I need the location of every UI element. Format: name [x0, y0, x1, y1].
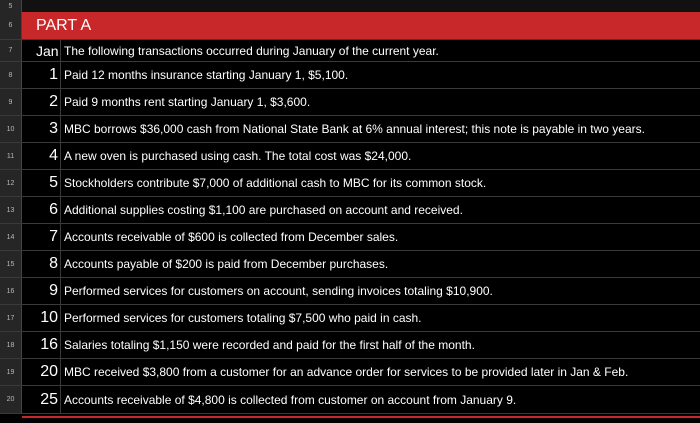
transaction-row [0, 62, 700, 89]
transaction-row [0, 89, 700, 116]
selection-border [22, 416, 700, 418]
description-cell[interactable]: MBC received $3,800 from a customer for an advance order for services to be provided later in Jan & Feb. [60, 359, 700, 385]
description-cell[interactable]: Performed services for customers on account, sending invoices totaling $10,900. [60, 278, 700, 304]
day-cell[interactable]: 1 [49, 66, 58, 83]
month-cell[interactable]: Jan [36, 42, 59, 59]
transaction-row [0, 305, 700, 332]
row-header[interactable]: 19 [0, 359, 22, 385]
row-header[interactable]: 18 [0, 332, 22, 358]
day-cell[interactable]: 3 [49, 120, 58, 137]
description-cell[interactable]: A new oven is purchased using cash. The total cost was $24,000. [60, 143, 700, 169]
day-cell[interactable]: 7 [49, 228, 58, 245]
intro-cell[interactable]: The following transactions occurred during January of the current year. [60, 40, 700, 61]
day-cell[interactable]: 8 [49, 255, 58, 272]
section-title[interactable]: PART A [22, 12, 700, 39]
description-cell[interactable]: Paid 12 months insurance starting January 1, $5,100. [60, 62, 700, 88]
row-header[interactable]: 17 [0, 305, 22, 331]
transaction-row [0, 116, 700, 143]
description-cell[interactable]: Accounts receivable of $4,800 is collected from customer on account from January 9. [60, 386, 700, 413]
row-header[interactable]: 8 [0, 62, 22, 88]
title-row [0, 12, 700, 40]
row-header[interactable]: 10 [0, 116, 22, 142]
transaction-row [0, 224, 700, 251]
row-header[interactable]: 9 [0, 89, 22, 115]
day-cell[interactable]: 6 [49, 201, 58, 218]
description-cell[interactable]: Additional supplies costing $1,100 are purchased on account and received. [60, 197, 700, 223]
row-header[interactable]: 16 [0, 278, 22, 304]
transaction-row [0, 278, 700, 305]
description-cell[interactable]: Accounts receivable of $600 is collected from December sales. [60, 224, 700, 250]
day-cell[interactable]: 4 [49, 147, 58, 164]
description-cell[interactable]: Salaries totaling $1,150 were recorded and paid for the first half of the month. [60, 332, 700, 358]
day-cell[interactable]: 10 [40, 309, 58, 326]
transaction-row [0, 386, 700, 414]
transaction-row [0, 332, 700, 359]
row-header[interactable]: 14 [0, 224, 22, 250]
description-cell[interactable]: Paid 9 months rent starting January 1, $3,600. [60, 89, 700, 115]
day-cell[interactable]: 16 [40, 336, 58, 353]
transaction-row [0, 251, 700, 278]
row-header[interactable]: 6 [0, 12, 22, 39]
day-cell[interactable]: 25 [40, 390, 58, 408]
row-header[interactable]: 5 [0, 0, 22, 12]
description-cell[interactable]: Accounts payable of $200 is paid from December purchases. [60, 251, 700, 277]
description-cell[interactable]: Stockholders contribute $7,000 of additional cash to MBC for its common stock. [60, 170, 700, 196]
description-cell[interactable]: MBC borrows $36,000 cash from National State Bank at 6% annual interest; this note is payable in two years. [60, 116, 700, 142]
row-header[interactable]: 12 [0, 170, 22, 196]
day-cell[interactable]: 5 [49, 174, 58, 191]
transaction-row [0, 359, 700, 386]
description-cell[interactable]: Performed services for customers totaling $7,500 who paid in cash. [60, 305, 700, 331]
row-header[interactable]: 15 [0, 251, 22, 277]
row-header[interactable]: 20 [0, 386, 22, 413]
transaction-row [0, 143, 700, 170]
row-header[interactable]: 7 [0, 40, 22, 61]
day-cell[interactable]: 2 [49, 93, 58, 110]
transaction-row [0, 170, 700, 197]
row-header[interactable]: 11 [0, 143, 22, 169]
spreadsheet-row [0, 40, 700, 62]
day-cell[interactable]: 9 [49, 282, 58, 299]
transaction-row [0, 197, 700, 224]
day-cell[interactable]: 20 [40, 363, 58, 380]
row-header[interactable]: 13 [0, 197, 22, 223]
